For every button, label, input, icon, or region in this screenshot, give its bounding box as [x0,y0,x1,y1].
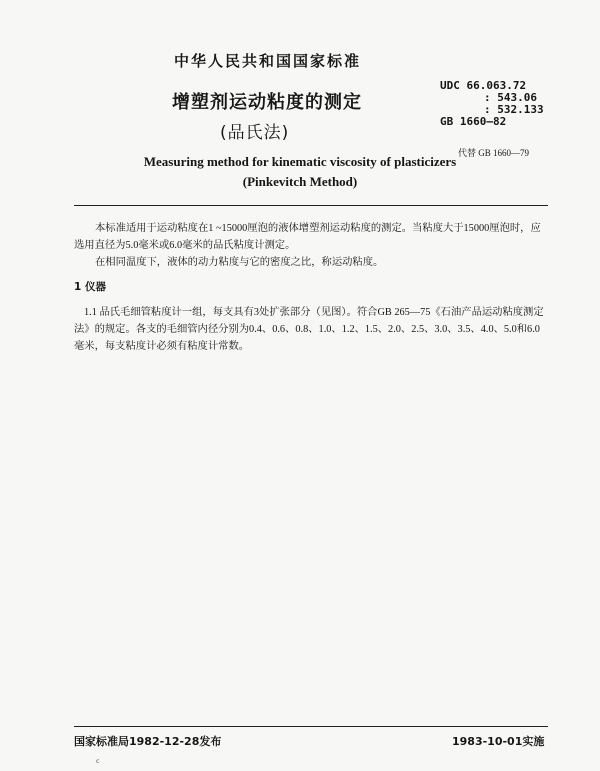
intro-paragraph-2: 在相同温度下，液体的动力粘度与它的密度之比，称运动粘度。 [95,257,384,268]
udc-label: UDC 66.063.72 [440,79,527,92]
document-title: 增塑剂运动粘度的测定 [172,92,362,113]
country-standard-heading: 中华人民共和国国家标准 [174,52,362,70]
small-mark: c [96,758,100,765]
effective-date: 1983-10-01实施 [452,735,545,748]
section-1-heading: 1 仪器 [74,281,106,293]
classification-block [440,80,544,128]
replaces-note: 代替 GB 1660—79 [458,148,530,158]
udc-line-2: : 543.06 [484,91,537,104]
english-subtitle: (Pinkevitch Method) [242,174,358,189]
gb-number: GB 1660—82 [440,115,507,128]
issued-date: 国家标准局1982-12-28发布 [74,735,222,748]
document-subtitle: (品氏法) [220,123,290,143]
intro-paragraph-1: 本标准适用于运动粘度在1 ~15000厘泡的液体增塑剂运动粘度的测定。当粘度大于15000厘泡时，应选用直径为5.0毫米或6.0毫米的品氏粘度计测定。 [74,223,541,251]
document-body [74,220,548,355]
top-divider [74,205,548,206]
udc-line-3: : 532.133 [484,103,544,116]
english-title-block [0,154,600,190]
english-title: Measuring method for kinematic viscosity of plasticizers [143,154,457,169]
bottom-divider [74,726,548,727]
clause-1-1: 1.1 品氏毛细管粘度计一组，每支具有3处扩张部分（见图）。符合GB 265—75《石油产品运动粘度测定法》的规定。各支的毛细管内径分别为0.4、0.6、0.8、1.0、1.2、1.5、2.0、2.5、3.0、3.5、4.0、5.0和6.0毫米，每支粘度计必须有粘度计常数。 [74,307,544,352]
